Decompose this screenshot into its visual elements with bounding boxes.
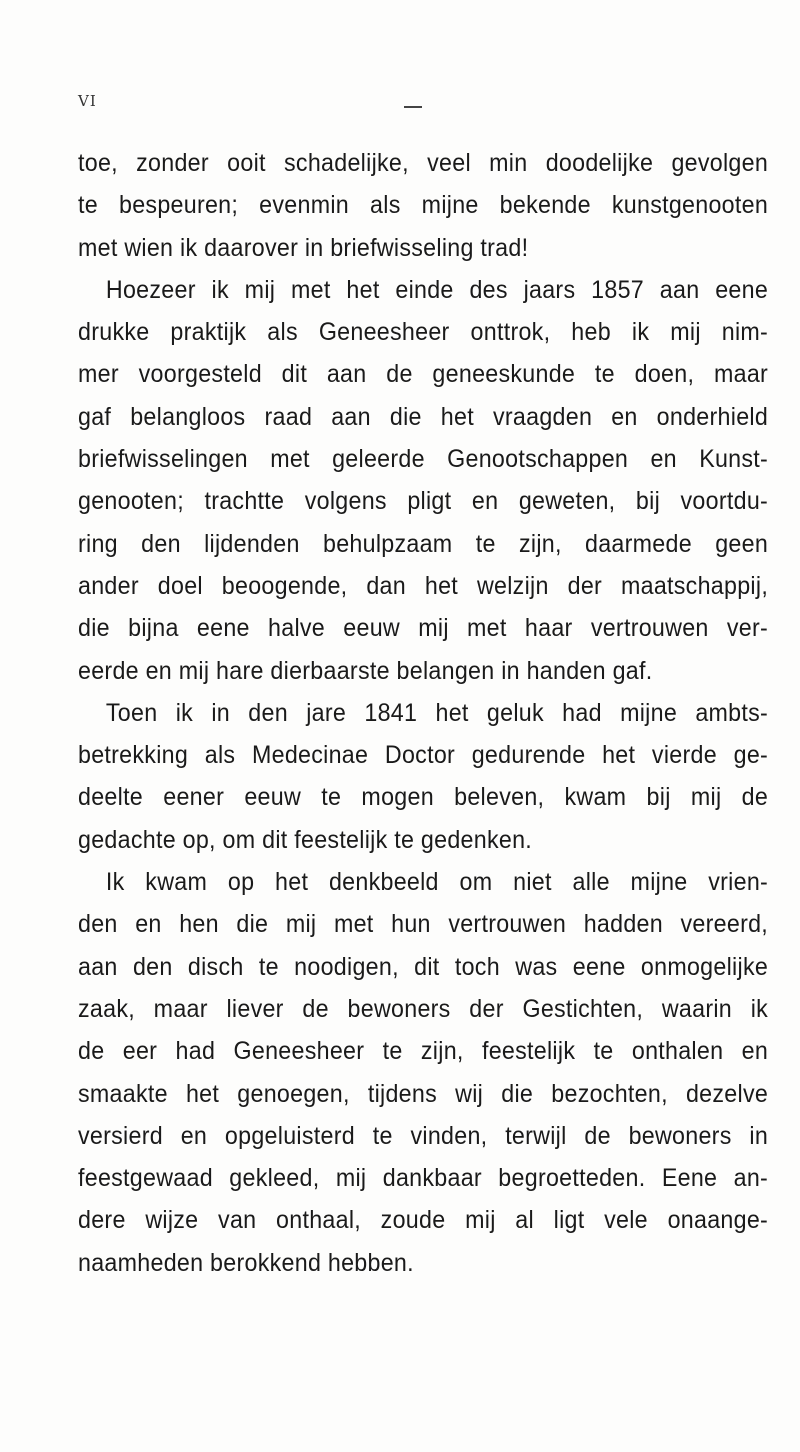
- text-line: feestgewaad gekleed, mij dankbaar begroetteden. Eene an-: [78, 1164, 769, 1193]
- page-number: VI: [78, 92, 97, 110]
- text-line: den en hen die mij met hun vertrouwen hadden vereerd,: [78, 910, 769, 939]
- text-line: genooten; trachtte volgens pligt en geweten, bij voortdu-: [78, 487, 769, 516]
- text-line: smaakte het genoegen, tijdens wij die bezochten, dezelve: [78, 1079, 769, 1108]
- text-line: te bespeuren; evenmin als mijne bekende kunstgenooten: [78, 191, 769, 220]
- text-line: briefwisselingen met geleerde Genootschappen en Kunst-: [78, 445, 769, 474]
- text-line: toe, zonder ooit schadelijke, veel min doodelijke gevolgen: [78, 149, 769, 177]
- text-line: deelte eener eeuw te mogen beleven, kwam bij mij de: [78, 783, 769, 812]
- page-header: [78, 92, 758, 122]
- paragraph-3: [78, 692, 768, 861]
- text-line: met wien ik daarover in briefwisseling trad!: [78, 233, 529, 262]
- text-line: naamheden berokkend hebben.: [78, 1248, 414, 1277]
- paragraph-2: [78, 269, 768, 692]
- paragraph-1: [78, 142, 768, 269]
- text-line: de eer had Geneesheer te zijn, feestelijk te onthalen en: [78, 1037, 769, 1066]
- text-line: ander doel beoogende, dan het welzijn der maatschappij,: [78, 571, 769, 600]
- text-line: mer voorgesteld dit aan de geneeskunde te doen, maar: [78, 360, 769, 389]
- text-line: gaf belangloos raad aan die het vraagden en onderhield: [78, 402, 769, 431]
- body-text: [78, 142, 768, 1284]
- text-line: dere wijze van onthaal, zoude mij al ligt vele onaange-: [78, 1206, 769, 1235]
- text-line: die bijna eene halve eeuw mij met haar vertrouwen ver-: [78, 614, 769, 643]
- text-line: drukke praktijk als Geneesheer onttrok, heb ik mij nim-: [78, 318, 769, 347]
- paragraph-4: [78, 861, 768, 1284]
- text-line: Toen ik in den jare 1841 het geluk had mijne ambts-: [105, 698, 769, 727]
- text-line: Hoezeer ik mij met het einde des jaars 1857 aan eene: [105, 275, 769, 304]
- text-line: eerde en mij hare dierbaarste belangen in handen gaf.: [78, 656, 653, 685]
- text-line: zaak, maar liever de bewoners der Gestichten, waarin ik: [78, 994, 769, 1023]
- header-dash: [404, 106, 422, 108]
- text-line: versierd en opgeluisterd te vinden, terwijl de bewoners in: [78, 1121, 769, 1150]
- text-line: gedachte op, om dit feestelijk te gedenken.: [78, 825, 533, 854]
- text-line: Ik kwam op het denkbeeld om niet alle mijne vrien-: [105, 868, 769, 897]
- text-line: betrekking als Medecinae Doctor gedurende het vierde ge-: [78, 741, 769, 770]
- text-line: aan den disch te noodigen, dit toch was eene onmogelijke: [78, 952, 769, 981]
- text-line: ring den lijdenden behulpzaam te zijn, daarmede geen: [78, 529, 769, 558]
